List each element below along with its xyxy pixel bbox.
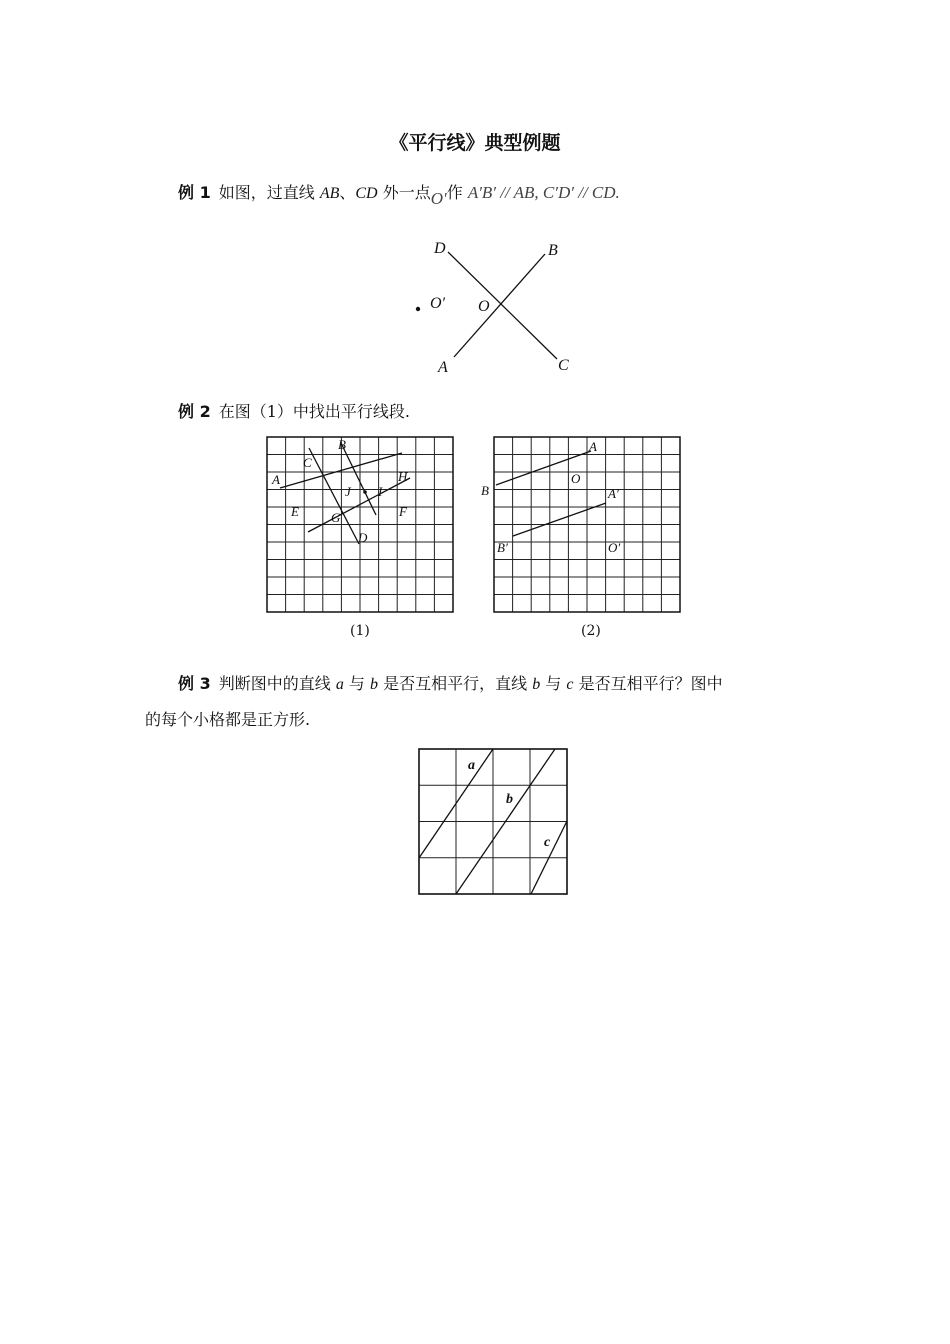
example-1-label: 例 1 <box>178 183 211 202</box>
fig2-label-B: B <box>481 483 489 498</box>
fig1-label-B: B <box>338 437 346 452</box>
example-3-figure <box>418 748 570 896</box>
example-1-text: 例 1 如图，过直线 AB、CD 外一点O′作 A′B′ // AB, C′D′ // CD. <box>178 183 620 208</box>
example-3-text: 例 3 判断图中的直线 a 与 b 是否互相平行，直线 b 与 c 是否互相平行？图中 <box>178 674 723 693</box>
example-2-text: 例 2 在图（1）中找出平行线段. <box>178 402 410 421</box>
label-O-prime: O′ <box>430 295 446 312</box>
label-O: O <box>478 298 490 315</box>
label-C: C <box>558 357 569 374</box>
fig2-label-O-prime: O′ <box>608 540 621 555</box>
fig1-label-H: H <box>398 469 408 484</box>
caption-1: (1) <box>350 623 370 639</box>
example-3-text-line-2: 的每个小格都是正方形. <box>145 710 311 729</box>
fig1-label-D: D <box>358 530 368 545</box>
label-b: b <box>506 792 513 807</box>
segment-B-prime-A-prime <box>513 503 606 536</box>
example-2-figure-2 <box>481 436 683 616</box>
page-title: 《平行线》典型例题 <box>389 132 561 154</box>
fig1-label-G: G <box>331 510 341 525</box>
example-3-label: 例 3 <box>178 674 211 693</box>
label-B: B <box>548 242 558 259</box>
fig1-label-A: A <box>272 472 280 487</box>
point-o-prime <box>416 307 420 311</box>
fig1-label-F: F <box>399 504 407 519</box>
fig1-label-J: J <box>345 484 351 499</box>
caption-2: (2) <box>581 623 601 639</box>
fig2-label-A: A <box>589 439 597 454</box>
fig2-label-O: O <box>571 471 581 486</box>
example-1-figure <box>400 230 600 380</box>
label-A: A <box>438 359 448 376</box>
segment-CD <box>309 448 359 544</box>
label-a: a <box>468 758 475 773</box>
label-c: c <box>544 835 551 850</box>
example-1-formula: A′B′ // AB, C′D′ // CD. <box>467 183 620 202</box>
label-D: D <box>434 240 446 257</box>
example-2-label: 例 2 <box>178 402 211 421</box>
fig1-label-E: E <box>291 504 299 519</box>
segment-BF <box>341 443 376 515</box>
fig2-label-B-prime: B′ <box>497 540 508 555</box>
fig2-label-A-prime: A′ <box>608 486 619 501</box>
example-2-figure-1 <box>266 436 456 616</box>
fig1-label-C: C <box>303 455 312 470</box>
fig1-label-I: I <box>378 484 383 499</box>
